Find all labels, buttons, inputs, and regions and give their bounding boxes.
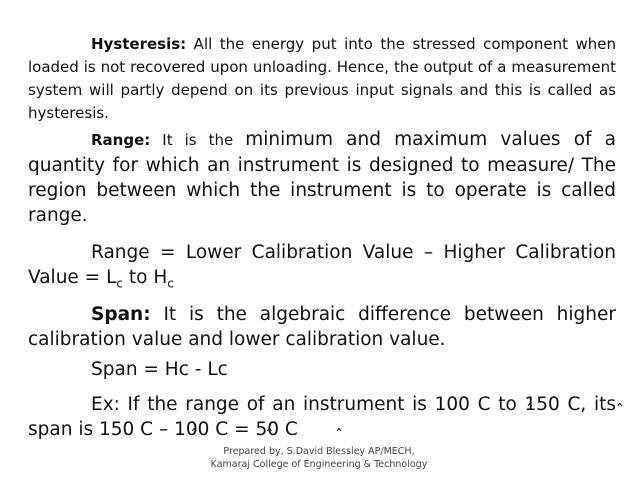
- example-paragraph: [28, 392, 616, 442]
- hysteresis-paragraph: [28, 33, 616, 125]
- range-formula-sub-1: c: [116, 276, 123, 291]
- footer: [0, 445, 638, 471]
- footer-line-2: Kamaraj College of Engineering & Technology: [210, 459, 428, 470]
- example-t4: C – 100: [134, 419, 210, 440]
- hysteresis-text: All the energy put into the stressed component when loaded is not recovered upon unloading. Hence, the output of a measurement system will partly depend on its previous input signals and this is called as hysteresis.: [28, 35, 616, 122]
- span-formula: [28, 357, 616, 382]
- range-term: Range:: [91, 131, 151, 149]
- span-formula-text: Span = Hc - Lc: [91, 359, 228, 380]
- span-text: It is the algebraic difference between higher calibration value and lower calibration value.: [28, 304, 616, 350]
- span-paragraph: [28, 302, 616, 352]
- range-formula-text: Range = Lower Calibration Value – Higher Calibration Value = L: [28, 242, 616, 288]
- range-formula: [28, 240, 616, 297]
- range-text-b: minimum and maximum values of a quantity for which an instrument is designed to measure/ The region between which the instrument is to operate is called range.: [28, 129, 616, 226]
- hysteresis-term: Hysteresis:: [91, 35, 187, 53]
- range-formula-sub-2: c: [167, 276, 174, 291]
- footer-line-1: Prepared by, S.David Blessley AP/MECH,: [223, 446, 415, 457]
- span-term: Span:: [91, 304, 151, 325]
- example-t2: C to 150: [469, 394, 560, 415]
- range-paragraph: [28, 127, 616, 228]
- example-t5: C = 50: [209, 419, 280, 440]
- example-t1: Ex: If the range of an instrument is 100: [91, 394, 470, 415]
- example-t3: C, its span is 150: [28, 394, 616, 440]
- example-t6: C: [279, 419, 298, 440]
- range-text-a: It is the: [150, 131, 246, 149]
- range-formula-middle: to H: [122, 267, 168, 288]
